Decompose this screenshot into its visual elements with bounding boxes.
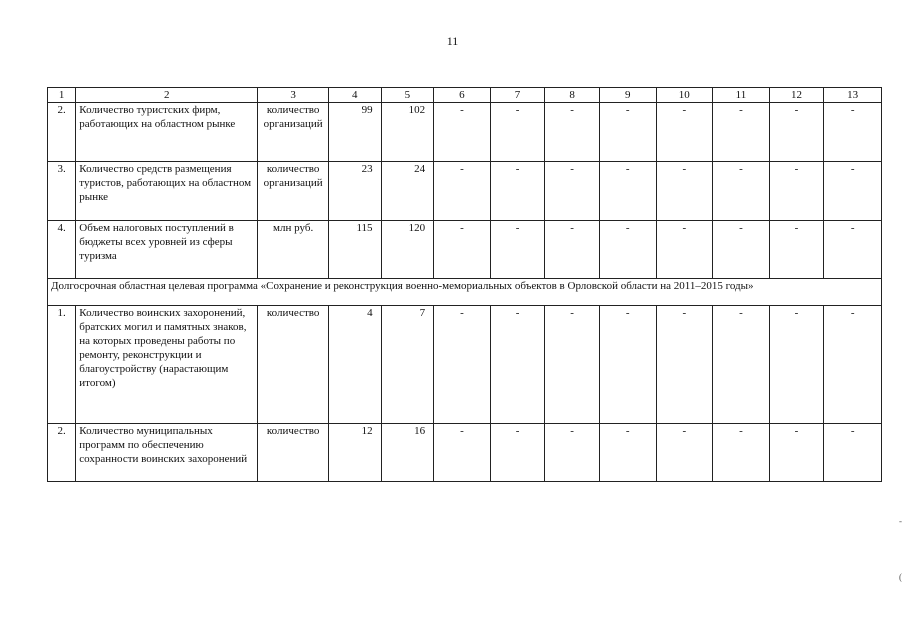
dash-cell: -	[490, 103, 545, 162]
dash-cell: -	[656, 162, 713, 221]
dash-cell: -	[434, 221, 491, 279]
dash-cell: -	[656, 103, 713, 162]
dash-cell: -	[490, 424, 545, 482]
margin-mark: (	[899, 572, 902, 582]
value-col4: 99	[329, 103, 382, 162]
value-col4: 12	[329, 424, 382, 482]
value-col4: 115	[329, 221, 382, 279]
dash-cell: -	[769, 221, 824, 279]
value-col5: 24	[381, 162, 434, 221]
indicator-name: Количество муниципальных программ по обеспечению сохранности воинских захоронений	[76, 424, 258, 482]
unit-cell: количество	[258, 424, 329, 482]
unit-cell: количество организаций	[258, 162, 329, 221]
dash-cell: -	[490, 162, 545, 221]
header-cell: 9	[599, 88, 656, 103]
dash-cell: -	[713, 221, 770, 279]
unit-cell: количество	[258, 306, 329, 424]
header-cell: 8	[545, 88, 600, 103]
indicator-name: Объем налоговых поступлений в бюджеты всех уровней из сферы туризма	[76, 221, 258, 279]
dash-cell: -	[824, 221, 882, 279]
dash-cell: -	[434, 424, 491, 482]
page-number: 11	[446, 34, 459, 48]
row-number: 4.	[48, 221, 76, 279]
row-number: 3.	[48, 162, 76, 221]
value-col4: 23	[329, 162, 382, 221]
row-number: 2.	[48, 424, 76, 482]
indicator-name: Количество туристских фирм, работающих на областном рынке	[76, 103, 258, 162]
dash-cell: -	[656, 306, 713, 424]
dash-cell: -	[769, 424, 824, 482]
indicator-name: Количество средств размещения туристов, работающих на областном рынке	[76, 162, 258, 221]
header-cell: 2	[76, 88, 258, 103]
dash-cell: -	[769, 306, 824, 424]
value-col5: 102	[381, 103, 434, 162]
dash-cell: -	[824, 306, 882, 424]
program-title-row	[48, 279, 882, 306]
header-cell: 7	[490, 88, 545, 103]
dash-cell: -	[824, 162, 882, 221]
header-cell: 12	[769, 88, 824, 103]
header-cell: 1	[48, 88, 76, 103]
table-row	[48, 162, 882, 221]
header-cell: 6	[434, 88, 491, 103]
dash-cell: -	[713, 424, 770, 482]
dash-cell: -	[599, 424, 656, 482]
value-col5: 7	[381, 306, 434, 424]
margin-mark: -	[899, 516, 902, 526]
dash-cell: -	[713, 306, 770, 424]
dash-cell: -	[545, 162, 600, 221]
table-row	[48, 103, 882, 162]
dash-cell: -	[599, 221, 656, 279]
row-number: 1.	[48, 306, 76, 424]
dash-cell: -	[599, 162, 656, 221]
dash-cell: -	[545, 424, 600, 482]
dash-cell: -	[769, 103, 824, 162]
dash-cell: -	[490, 221, 545, 279]
dash-cell: -	[434, 162, 491, 221]
unit-cell: млн руб.	[258, 221, 329, 279]
dash-cell: -	[599, 306, 656, 424]
header-cell: 4	[329, 88, 382, 103]
dash-cell: -	[434, 103, 491, 162]
header-row	[48, 88, 882, 103]
dash-cell: -	[545, 221, 600, 279]
dash-cell: -	[769, 162, 824, 221]
table-row	[48, 306, 882, 424]
value-col5: 16	[381, 424, 434, 482]
dash-cell: -	[545, 306, 600, 424]
dash-cell: -	[545, 103, 600, 162]
header-cell: 13	[824, 88, 882, 103]
value-col5: 120	[381, 221, 434, 279]
header-cell: 3	[258, 88, 329, 103]
indicators-table	[47, 87, 882, 482]
value-col4: 4	[329, 306, 382, 424]
header-cell: 5	[381, 88, 434, 103]
dash-cell: -	[824, 424, 882, 482]
table-row	[48, 221, 882, 279]
dash-cell: -	[490, 306, 545, 424]
dash-cell: -	[599, 103, 656, 162]
dash-cell: -	[656, 424, 713, 482]
table-row	[48, 424, 882, 482]
indicator-name: Количество воинских захоронений, братских могил и памятных знаков, на которых проведены работы по ремонту, реконструкции и благоустройству (нарастающим итогом)	[76, 306, 258, 424]
dash-cell: -	[713, 103, 770, 162]
header-cell: 11	[713, 88, 770, 103]
header-cell: 10	[656, 88, 713, 103]
dash-cell: -	[824, 103, 882, 162]
dash-cell: -	[656, 221, 713, 279]
unit-cell: количество организаций	[258, 103, 329, 162]
row-number: 2.	[48, 103, 76, 162]
program-title: Долгосрочная областная целевая программа «Сохранение и реконструкция военно-мемориальных объектов в Орловской области на 2011–2015 годы»	[48, 279, 882, 306]
dash-cell: -	[713, 162, 770, 221]
dash-cell: -	[434, 306, 491, 424]
